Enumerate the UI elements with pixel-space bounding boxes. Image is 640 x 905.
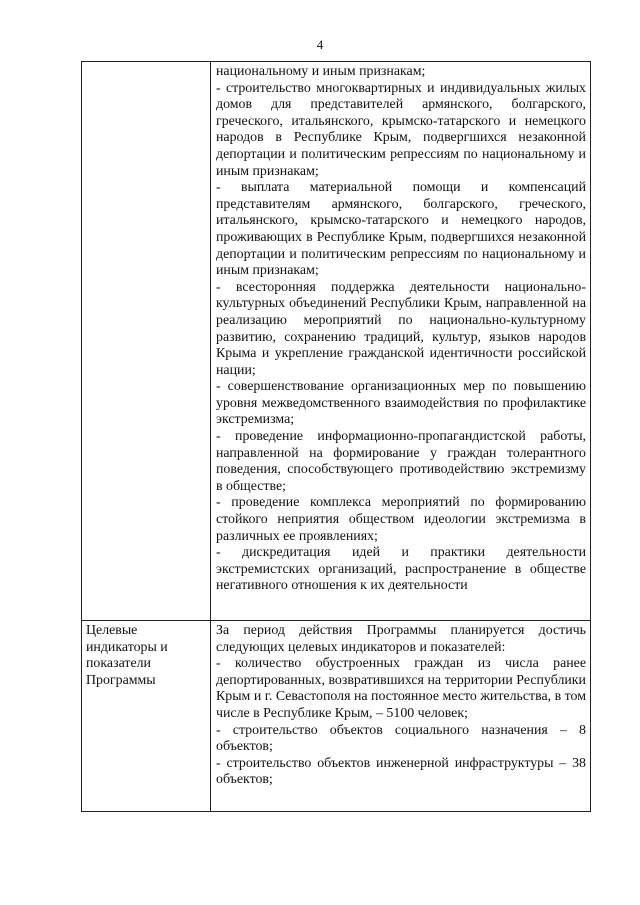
table-row-target-indicators	[82, 621, 591, 812]
indicators-item: За период действия Программы планируется достичь следующих целевых индикаторов и показателей:	[216, 623, 586, 655]
table-cell-indicators	[211, 621, 591, 812]
tasks-item: - всесторонняя поддержка деятельности национально-культурных объединений Республики Крым, направленной на реализацию мероприятий по национально-культурному развитию, сохранению традиций, культур, языков народов Крыма и укрепление гражданской идентичности российской нации;	[216, 279, 586, 378]
tasks-item: - совершенствование организационных мер по повышению уровня межведомственного взаимодействия по профилактике экстремизма;	[216, 379, 586, 428]
table-cell-label-indicators	[82, 621, 211, 812]
indicators-item: - строительство объектов социального назначения – 8 объектов;	[216, 722, 586, 755]
label-line: индикаторы и	[86, 639, 168, 655]
tasks-item: национальному и иным признакам;	[216, 64, 426, 79]
indicators-item: - количество обустроенных граждан из числа ранее депортированных, возвратившихся на территории Республики Крым и г. Севастополя на постоянное место жительства, в том числе в Республике Крым, – 5100 человек;	[216, 656, 586, 721]
program-passport-table	[81, 61, 591, 812]
tasks-item: - дискредитация идей и практики деятельности экстремистских организаций, распространение в обществе негативного отношения к их деятельности	[216, 545, 586, 594]
tasks-item: - проведение информационно-пропагандистской работы, направленной на формирование у граждан толерантного поведения, способствующего противодействию экстремизму в обществе;	[216, 429, 586, 494]
table-cell-tasks	[211, 62, 591, 621]
tasks-item: - выплата материальной помощи и компенсаций представителям армянского, болгарского, греческого, итальянского, крымско-татарского и немецкого народов, проживающих в Республике Крым, подвергшихся незаконной депортации и политическим репрессиям по национальному и иным признакам;	[216, 180, 586, 279]
label-line: Программы	[86, 672, 156, 688]
label-line: Целевые	[86, 623, 138, 638]
page-number: 4	[316, 37, 324, 52]
table-cell-label-empty	[82, 62, 211, 621]
tasks-item: - проведение комплекса мероприятий по формированию стойкого неприятия обществом идеологии экстремизма в различных ее проявлениях;	[216, 495, 586, 544]
table-row-tasks-continued	[82, 62, 591, 621]
tasks-item: - строительство многоквартирных и индивидуальных жилых домов для представителей армянского, болгарского, греческого, итальянского, крымско-татарского и немецкого народов в Республике Крым, подвергшихся незаконной депортации и политическим репрессиям по национальному и иным признакам;	[216, 80, 586, 179]
indicators-item: - строительство объектов инженерной инфраструктуры – 38 объектов;	[216, 755, 586, 788]
label-line: показатели	[86, 656, 151, 672]
